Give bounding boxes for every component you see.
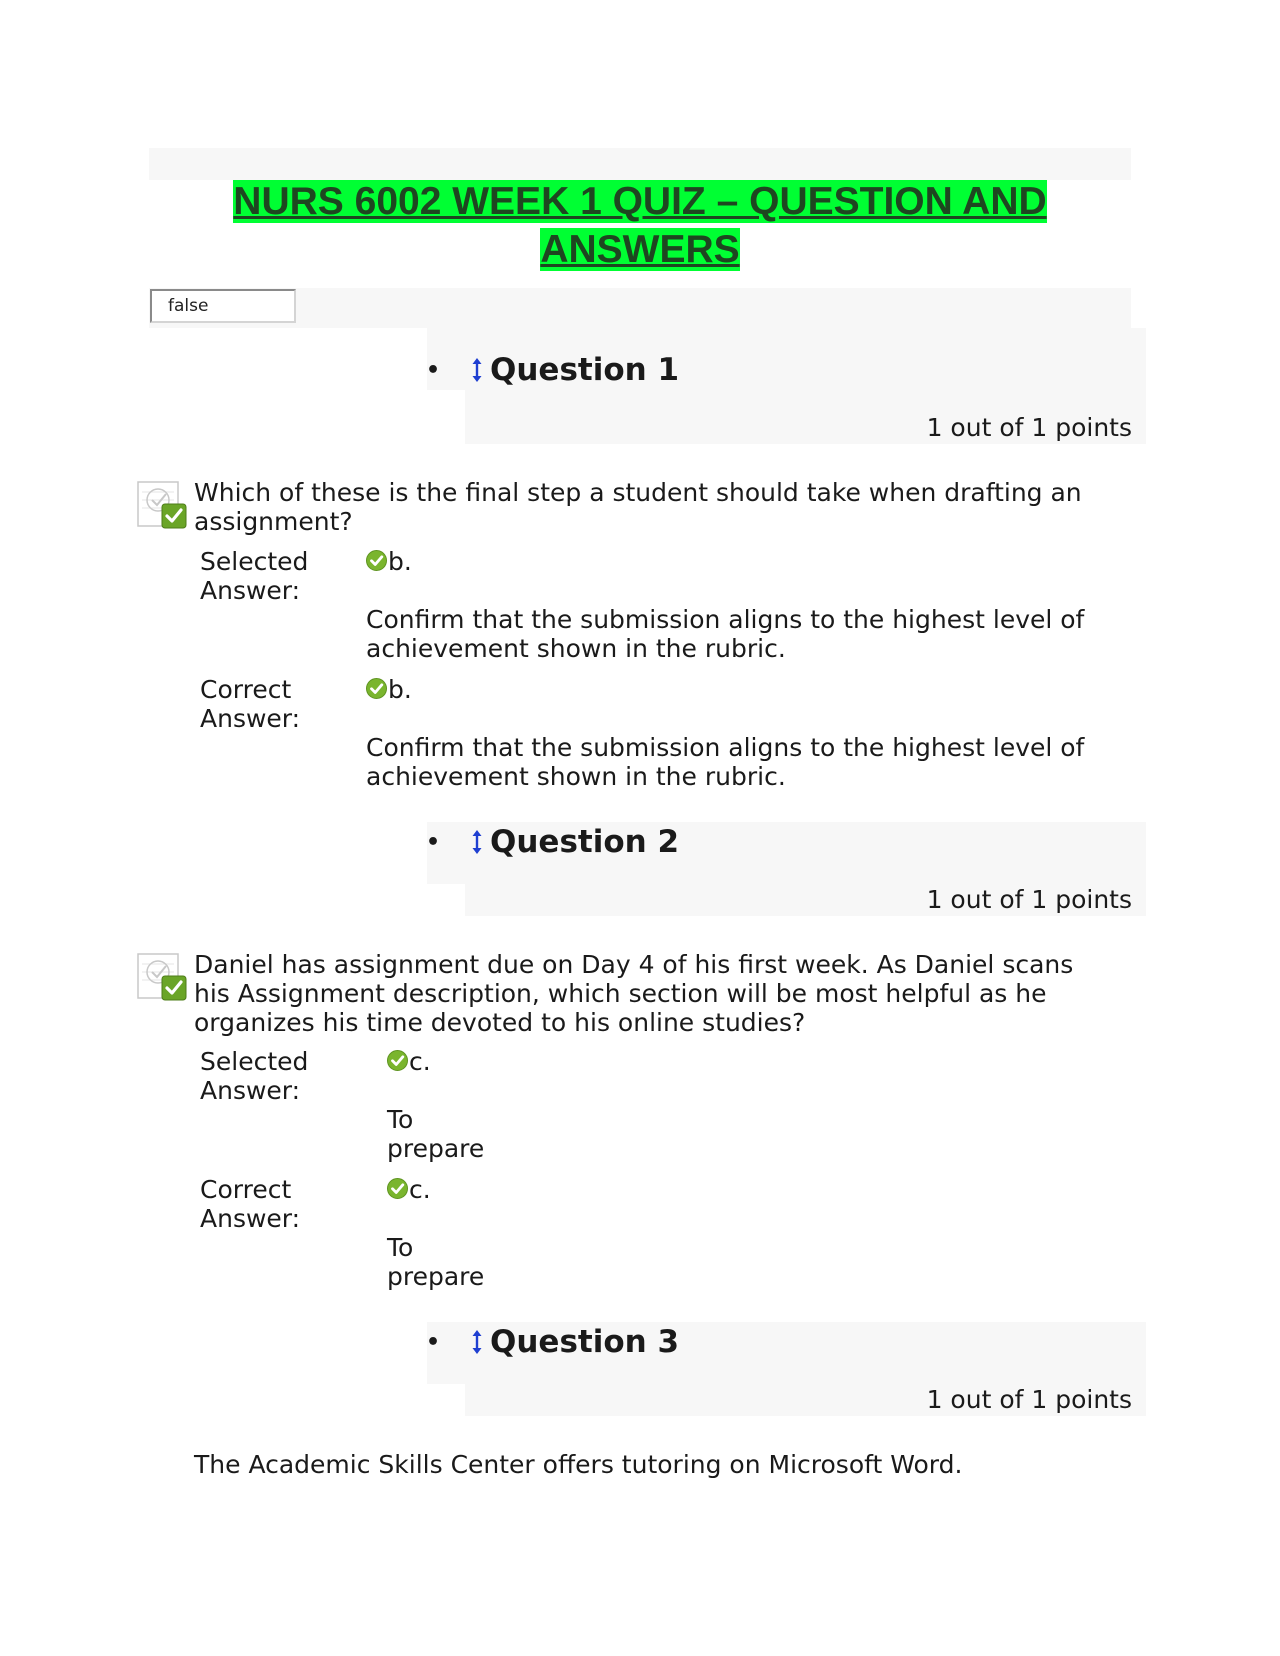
- header-bar: [149, 148, 1131, 180]
- answer-letter: b.: [388, 547, 412, 576]
- correct-answer: [387, 1175, 431, 1204]
- list-bullet: •: [426, 358, 441, 383]
- question-title: Question 2: [490, 824, 680, 860]
- correct-answer-label: Correct Answer:: [200, 675, 301, 733]
- up-down-arrow-icon[interactable]: [471, 357, 483, 383]
- list-bullet: •: [426, 830, 441, 855]
- title-block: [149, 178, 1131, 274]
- selected-answer-text: To prepare: [387, 1105, 485, 1163]
- checkmark-icon: [387, 1178, 408, 1199]
- correct-answer-text: Confirm that the submission aligns to the highest level of achievement shown in the rubric.: [366, 733, 1085, 791]
- status-bar: [149, 288, 1131, 328]
- question-title: Question 3: [490, 1324, 680, 1360]
- selected-answer: [387, 1047, 431, 1076]
- graded-correct-icon: [136, 478, 188, 530]
- selected-answer-label: Selected Answer:: [200, 547, 309, 605]
- correct-answer: [366, 675, 412, 704]
- checkmark-icon: [387, 1050, 408, 1071]
- up-down-arrow-icon[interactable]: [471, 1329, 483, 1355]
- points-score: 1 out of 1 points: [926, 885, 1132, 914]
- question-title: Question 1: [490, 352, 680, 388]
- checkmark-icon: [366, 550, 387, 571]
- selected-answer-label: Selected Answer:: [200, 1047, 309, 1105]
- answer-letter: c.: [409, 1175, 431, 1204]
- question-text: The Academic Skills Center offers tutoring on Microsoft Word.: [194, 1450, 963, 1479]
- points-score: 1 out of 1 points: [926, 1385, 1132, 1414]
- selected-answer-text: Confirm that the submission aligns to the highest level of achievement shown in the rubric.: [366, 605, 1085, 663]
- question-text: Which of these is the final step a student should take when drafting an assignment?: [194, 478, 1082, 536]
- checkmark-icon: [366, 678, 387, 699]
- points-score: 1 out of 1 points: [926, 413, 1132, 442]
- answer-letter: c.: [409, 1047, 431, 1076]
- question-text: Daniel has assignment due on Day 4 of his first week. As Daniel scans his Assignment description, which section will be most helpful as he organizes his time devoted to his online studies?: [194, 950, 1074, 1037]
- up-down-arrow-icon[interactable]: [471, 829, 483, 855]
- graded-correct-icon: [136, 950, 188, 1002]
- status-field: false: [150, 289, 296, 323]
- answer-letter: b.: [388, 675, 412, 704]
- list-bullet: •: [426, 1330, 441, 1355]
- page-title: NURS 6002 WEEK 1 QUIZ – QUESTION AND ANSWERS: [233, 180, 1047, 271]
- correct-answer-label: Correct Answer:: [200, 1175, 301, 1233]
- selected-answer: [366, 547, 412, 576]
- correct-answer-text: To prepare: [387, 1233, 485, 1291]
